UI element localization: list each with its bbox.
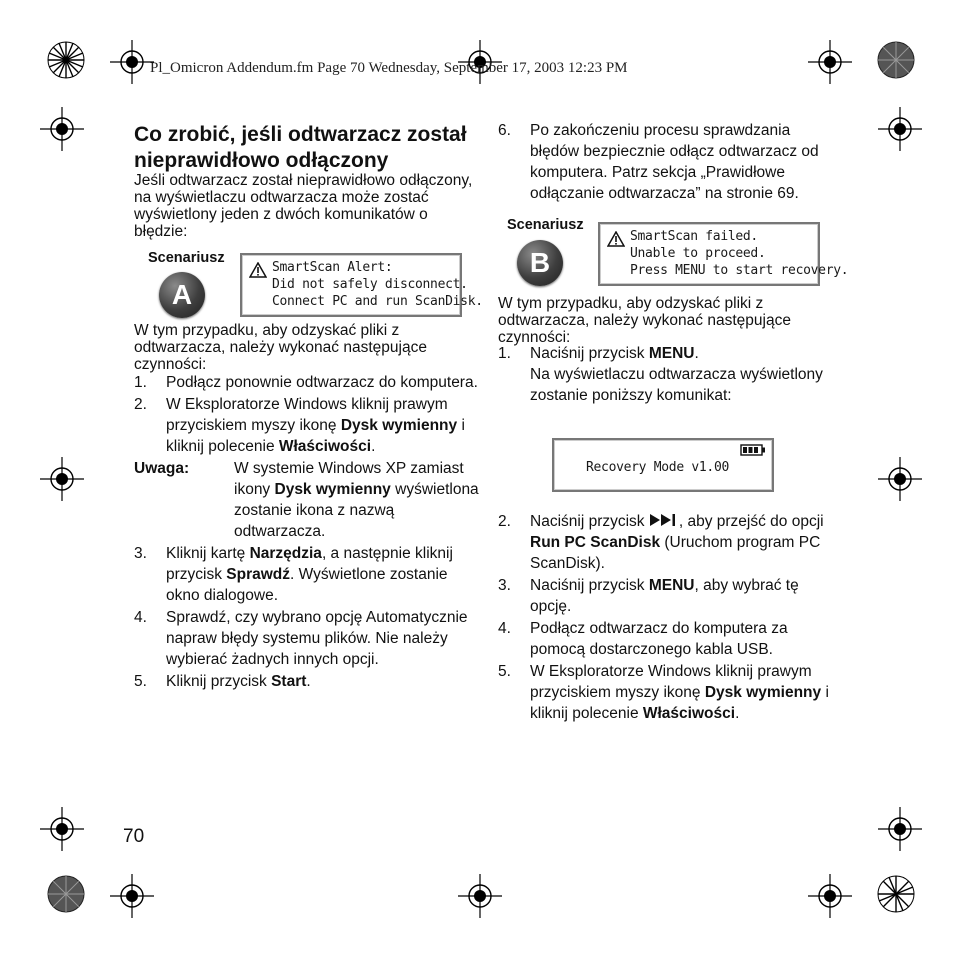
list-item: 2. W Eksploratorze Windows kliknij prawym przyciskiem myszy ikonę Dysk wymienny i kliknij polecenie Właściwości. (134, 396, 465, 455)
scenario-a-display (240, 253, 483, 317)
sunburst-color-target-icon (46, 40, 86, 80)
display-line: Unable to proceed. (630, 246, 766, 261)
scenario-b-label: Scenariusz (507, 217, 584, 233)
list-item: 5. W Eksploratorze Windows kliknij prawym przyciskiem myszy ikonę Dysk wymienny i kliknij polecenie Właściwości. (498, 663, 829, 722)
note-block: Uwaga: W systemie Windows XP zamiast ikony Dysk wymienny wyświetlona zostanie ikona z nazwą odtwarzacza. (134, 460, 479, 540)
list-item: 3. Naciśnij przycisk MENU, aby wybrać tę opcję. (498, 577, 799, 615)
recovery-mode-text: Recovery Mode v1.00 (586, 460, 730, 475)
list-item: 3. Kliknij kartę Narzędzia, a następnie kliknij przycisk Sprawdź. Wyświetlone zostanie okno dialogowe. (134, 545, 453, 604)
sunburst-color-target-icon (876, 40, 916, 80)
sunburst-color-target-icon (46, 874, 86, 914)
display-line: SmartScan Alert: (272, 260, 393, 275)
scenario-b-step-1 (498, 343, 838, 407)
crosshair-registration-mark-icon (806, 38, 854, 86)
scenario-b-badge: B (517, 240, 563, 286)
display-line: Press MENU to start recovery. (630, 263, 849, 278)
page-number: 70 (123, 826, 145, 847)
scenario-a-badge: A (159, 272, 205, 318)
crosshair-registration-mark-icon (876, 105, 924, 153)
list-item: 4. Podłącz odtwarzacz do komputera za pomocą dostarczonego kabla USB. (498, 620, 788, 658)
crosshair-registration-mark-icon (38, 105, 86, 153)
crosshair-registration-mark-icon (456, 872, 504, 920)
crosshair-registration-mark-icon (108, 38, 156, 86)
sunburst-color-target-icon (876, 874, 916, 914)
scenario-b-instructions: W tym przypadku, aby odzyskać pliki z odtwarzacza, należy wykonać następujące czynności: (498, 295, 791, 346)
warning-triangle-icon (249, 262, 267, 278)
list-item: 1. Podłącz ponownie odtwarzacz do komputera. (134, 374, 478, 391)
intro-paragraph: Jeśli odtwarzacz został nieprawidłowo odłączony, na wyświetlaczu odtwarzacza może zostać wyświetlony jeden z dwóch komunikatów o błędzie: (134, 172, 473, 240)
recovery-mode-display (552, 438, 774, 492)
page-header: Pl_Omicron Addendum.fm Page 70 Wednesday, September 17, 2003 12:23 PM (150, 60, 628, 76)
scenario-a-steps (134, 372, 479, 693)
scenario-a-instructions: W tym przypadku, aby odzyskać pliki z odtwarzacza, należy wykonać następujące czynności: (134, 322, 427, 373)
warning-triangle-icon (607, 231, 625, 247)
crosshair-registration-mark-icon (38, 455, 86, 503)
note-label: Uwaga: (134, 460, 190, 477)
display-line: Did not safely disconnect. (272, 277, 468, 292)
list-item: 2. Naciśnij przycisk , aby przejść do opcji Run PC ScanDisk (Uruchom program PC ScanDisk). (498, 513, 824, 572)
list-item: 1. Naciśnij przycisk MENU. Na wyświetlaczu odtwarzacza wyświetlony zostanie poniższy komunikat: (498, 345, 823, 404)
scenario-b-display (598, 222, 849, 286)
scenario-b-steps (498, 511, 838, 725)
step-6 (498, 120, 838, 205)
next-track-icon (649, 513, 679, 527)
crosshair-registration-mark-icon (876, 455, 924, 503)
list-item: 6. Po zakończeniu procesu sprawdzania błędów bezpiecznie odłącz odtwarzacz od komputera. Patrz sekcja „Prawidłowe odłączanie odtwarzacza” na stronie 69. (498, 122, 819, 202)
section-title: Co zrobić, jeśli odtwarzacz został nieprawidłowo odłączony (134, 123, 467, 172)
crosshair-registration-mark-icon (108, 872, 156, 920)
display-line: SmartScan failed. (630, 229, 758, 244)
crosshair-registration-mark-icon (806, 872, 854, 920)
list-item: 5. Kliknij przycisk Start. (134, 673, 311, 690)
crosshair-registration-mark-icon (38, 805, 86, 853)
list-item: 4. Sprawdź, czy wybrano opcję Automatycznie napraw błędy systemu plików. Nie należy wybierać żadnych innych opcji. (134, 609, 468, 668)
crosshair-registration-mark-icon (876, 805, 924, 853)
battery-icon (740, 444, 766, 456)
scenario-a-label: Scenariusz (148, 250, 225, 266)
display-line: Connect PC and run ScanDisk. (272, 294, 483, 309)
